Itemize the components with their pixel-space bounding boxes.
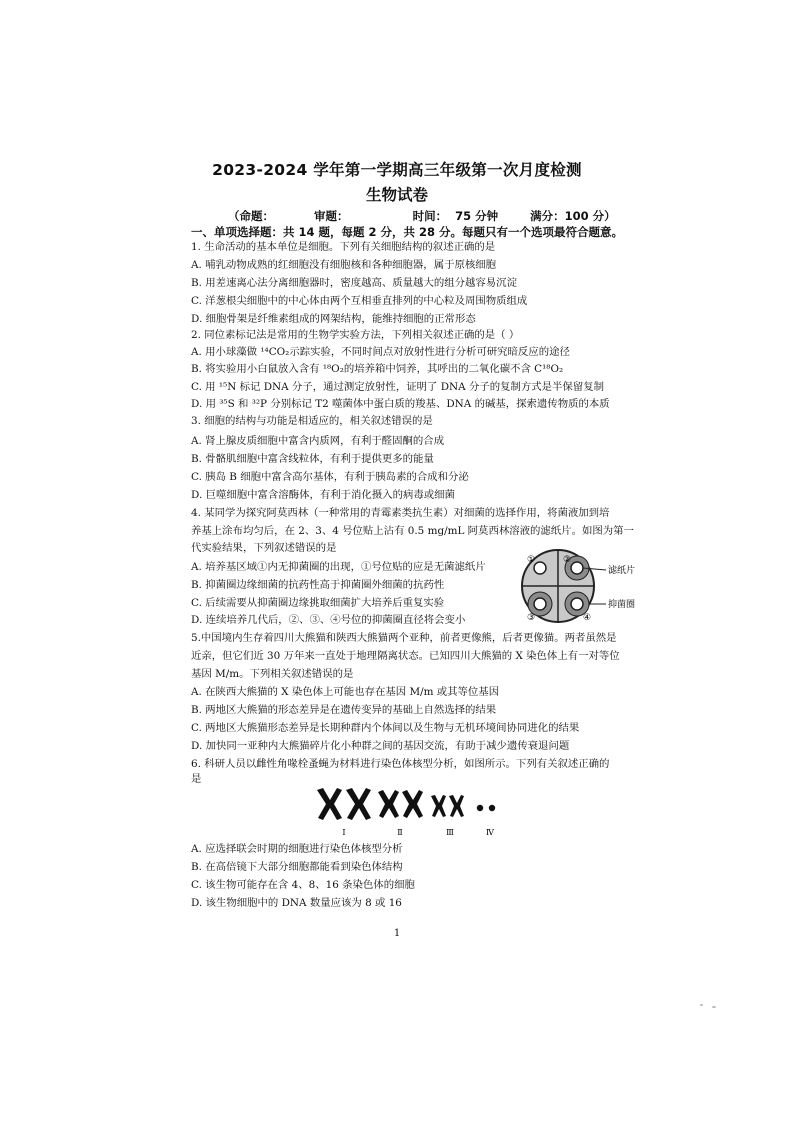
question-line: D. 连续培养几代后，②、③、④号位的抑菌圈直径将会变小	[191, 614, 466, 626]
question-line: C. 用 ¹⁵N 标记 DNA 分子，通过测定放射性，证明了 DNA 分子的复制方式是半保留复制	[191, 381, 604, 393]
question-line: 代实验结果，下列叙述错误的是	[191, 542, 337, 554]
question-line: C. 后续需要从抑菌圈边缘挑取细菌扩大培养后重复实验	[191, 597, 445, 609]
question-line: C. 两地区大熊猫形态差异是长期种群内个体间以及生物与无机环境间协同进化的结果	[191, 722, 580, 734]
question-line: B. 在高倍镜下大部分细胞都能看到染色体结构	[191, 861, 403, 873]
question-line: B. 将实验用小白鼠放入含有 ¹⁸O₂的培养箱中饲养，其呼出的二氧化碳不含 C¹⁸O₂	[191, 363, 564, 375]
exam-title: 2023-2024 学年第一学期高三年级第一次月度检测	[212, 161, 582, 179]
question-line: 近亲，但它们近 30 万年来一直处于地理隔离状态。已知四川大熊猫的 X 染色体上有一对等位	[191, 650, 620, 662]
chromosome-pair-3	[431, 795, 464, 817]
filter-disc	[571, 598, 583, 610]
filter-disc	[571, 562, 583, 574]
question-line: B. 两地区大熊猫的形态差异是在遗传变异的基础上自然选择的结果	[191, 704, 497, 716]
position-2-label: ②	[563, 555, 572, 565]
question-line: D. 加快同一亚种内大熊猫碎片化小种群之间的基因交流，有助于减少遗传衰退问题	[191, 740, 570, 752]
group-label-3: Ⅲ	[446, 828, 454, 837]
chromosome-pair-2	[378, 790, 423, 818]
question-line: 5.中国境内生存着四川大熊猫和陕西大熊猫两个亚种，前者更像熊，后者更像猫。两者虽然是	[191, 632, 617, 644]
question-line: 1. 生命活动的基本单位是细胞。下列有关细胞结构的叙述正确的是	[191, 241, 496, 253]
group-label-2: Ⅱ	[397, 828, 403, 837]
question-line: A. 肾上腺皮质细胞中富含内质网，有利于醛固酮的合成	[191, 435, 445, 447]
group-label-1: Ⅰ	[342, 828, 346, 837]
exam-subtitle: 生物试卷	[365, 186, 428, 204]
question-line: D. 巨噬细胞中富含溶酶体，有利于消化摄入的病毒或细菌	[191, 489, 455, 501]
exam-meta: （命题： 审题： 时间： 75 分钟 满分：100 分）	[228, 209, 616, 223]
group-label-4: Ⅳ	[486, 828, 494, 837]
chromosome-pair-4	[477, 805, 495, 811]
question-line: B. 抑菌圈边缘细菌的抗药性高于抑菌圈外细菌的抗药性	[191, 579, 445, 591]
question-line: D. 细胞骨架是纤维素组成的网架结构，能维持细胞的正常形态	[191, 313, 476, 325]
question-line: C. 洋葱根尖细胞中的中心体由两个互相垂直排列的中心粒及周围物质组成	[191, 295, 528, 307]
filter-disc	[534, 562, 546, 574]
filter-disc-label: 滤纸片	[608, 566, 636, 576]
scan-speck	[712, 1006, 716, 1008]
question-line: D. 该生物细胞中的 DNA 数量应该为 8 或 16	[191, 897, 402, 909]
question-line: 6. 科研人员以雌性角喙栓蚤蝇为材料进行染色体核型分析，如图所示。下列有关叙述正确的	[191, 758, 610, 770]
question-line: 养基上涂布均匀后，在 2、3、4 号位贴上沾有 0.5 mg/mL 阿莫西林溶液的滤纸片。如图为第一	[191, 525, 634, 537]
question-line: A. 用小球藻做 ¹⁴CO₂示踪实验，不同时间点对放射性进行分析可研究暗反应的途径	[191, 346, 570, 358]
question-line: B. 用差速离心法分离细胞器时，密度越高、质量越大的组分越容易沉淀	[191, 277, 517, 289]
position-3-label: ③	[527, 613, 536, 623]
question-line: A. 哺乳动物成熟的红细胞没有细胞核和各种细胞器，属于原核细胞	[191, 259, 497, 271]
scan-speck	[700, 1004, 703, 1006]
question-line: 2. 同位素标记法是常用的生物学实验方法，下列相关叙述正确的是（ ）	[191, 329, 520, 341]
question-line: A. 培养基区域①内无抑菌圈的出现，①号位贴的应是无菌滤纸片	[191, 561, 486, 573]
question-line: C. 胰岛 B 细胞中富含高尔基体，有利于胰岛素的合成和分泌	[191, 471, 469, 483]
position-4-label: ④	[583, 613, 592, 623]
question-line: 基因 M/m。下列相关叙述错误的是	[191, 668, 354, 680]
question-line: A. 应选择联会时期的细胞进行染色体核型分析	[191, 843, 403, 855]
question-line: 3. 细胞的结构与功能是相适应的，相关叙述错误的是	[191, 415, 433, 427]
position-1-label: ①	[527, 555, 536, 565]
question-line: A. 在陕西大熊猫的 X 染色体上可能也存在基因 M/m 或其等位基因	[191, 686, 500, 698]
petri-dish-figure	[520, 546, 650, 626]
question-line: C. 该生物可能存在含 4、8、16 条染色体的细胞	[191, 879, 415, 891]
inhibition-zone-label: 抑菌圈	[608, 600, 636, 610]
question-line: D. 用 ³⁵S 和 ³²P 分别标记 T2 噬菌体中蛋白质的羧基、DNA 的碱基，探索遗传物质的本质	[191, 398, 610, 410]
question-line: 4. 某同学为探究阿莫西林（一种常用的青霉素类抗生素）对细菌的选择作用，将菌液加到培	[191, 507, 610, 519]
filter-disc	[534, 598, 546, 610]
question-line: 是	[191, 773, 202, 785]
section-heading: 一、单项选择题：共 14 题，每题 2 分，共 28 分。每题只有一个选项最符合题意。	[191, 225, 624, 239]
chromosome-pair-1	[317, 788, 371, 820]
question-line: B. 骨骼肌细胞中富含线粒体，有利于提供更多的能量	[191, 453, 434, 465]
page-number: 1	[393, 928, 401, 939]
karyotype-figure	[312, 786, 512, 840]
